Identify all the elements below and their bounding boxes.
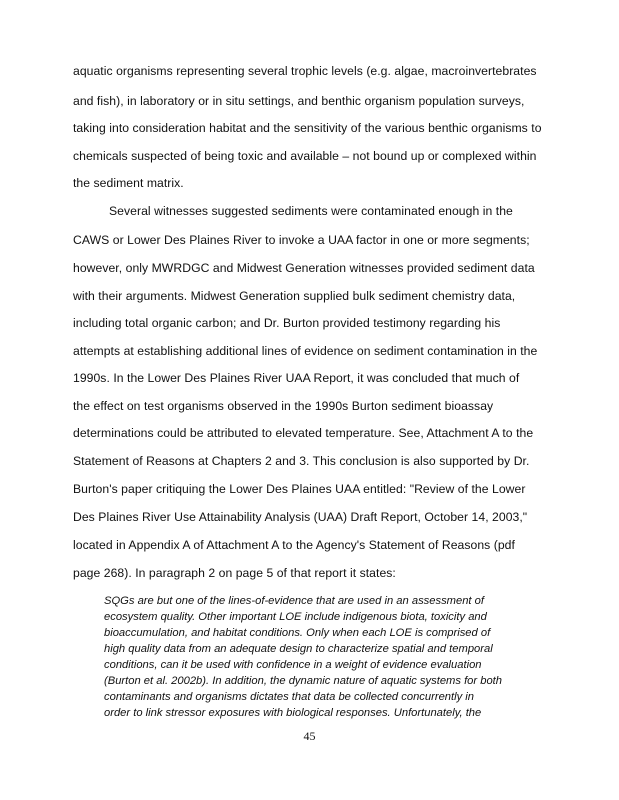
quote-line-5: conditions, can it be used with confidence in a weight of evidence evaluation [104, 659, 482, 671]
body-line-5: the sediment matrix. [73, 176, 184, 190]
body-line-13: the effect on test organisms observed in the 1990s Burton sediment bioassay [73, 399, 494, 413]
quote-line-2: ecosystem quality. Other important LOE include indigenous biota, toxicity and [104, 611, 487, 623]
body-line-2: and fish), in laboratory or in situ settings, and benthic organism population surveys, [73, 94, 525, 108]
body-line-11: attempts at establishing additional lines of evidence on sediment contamination in the [73, 344, 538, 358]
body-line-3: taking into consideration habitat and the sensitivity of the various benthic organisms to [73, 121, 542, 135]
quote-line-3: bioaccumulation, and habitat conditions. Only when each LOE is comprised of [104, 627, 491, 639]
quote-line-1: SQGs are but one of the lines-of-evidence that are used in an assessment of [104, 595, 484, 607]
quote-line-6: (Burton et al. 2002b). In addition, the dynamic nature of aquatic systems for both [104, 675, 503, 687]
body-line-17: Des Plaines River Use Attainability Analysis (UAA) Draft Report, October 14, 2003," [73, 510, 528, 524]
quote-line-7: contaminants and organisms dictates that data be collected concurrently in [104, 691, 475, 703]
body-line-14: determinations could be attributed to elevated temperature. See, Attachment A to the [73, 426, 534, 440]
body-line-1: aquatic organisms representing several trophic levels (e.g. algae, macroinvertebrates [73, 64, 537, 78]
quote-line-8: order to link stressor exposures with biological responses. Unfortunately, the [104, 707, 482, 719]
body-line-12: 1990s. In the Lower Des Plaines River UAA Report, it was concluded that much of [73, 371, 520, 385]
body-line-19: page 268). In paragraph 2 on page 5 of that report it states: [73, 566, 396, 580]
body-line-9: with their arguments. Midwest Generation supplied bulk sediment chemistry data, [73, 289, 516, 303]
body-line-7: CAWS or Lower Des Plaines River to invoke a UAA factor in one or more segments; [73, 233, 530, 247]
body-line-15: Statement of Reasons at Chapters 2 and 3. This conclusion is also supported by Dr. [73, 454, 530, 468]
body-line-16: Burton's paper critiquing the Lower Des Plaines UAA entitled: "Review of the Lower [73, 482, 526, 496]
body-line-18: located in Appendix A of Attachment A to the Agency's Statement of Reasons (pdf [73, 538, 515, 552]
body-line-10: including total organic carbon; and Dr. Burton provided testimony regarding his [73, 316, 501, 330]
quote-line-4: high quality data from an adequate design to characterize spatial and temporal [104, 643, 493, 655]
body-line-8: however, only MWRDGC and Midwest Generation witnesses provided sediment data [73, 261, 535, 275]
body-line-4: chemicals suspected of being toxic and available – not bound up or complexed within [73, 149, 537, 163]
page-number: 45 [303, 729, 316, 743]
body-line-6: Several witnesses suggested sediments were contaminated enough in the [109, 204, 513, 218]
